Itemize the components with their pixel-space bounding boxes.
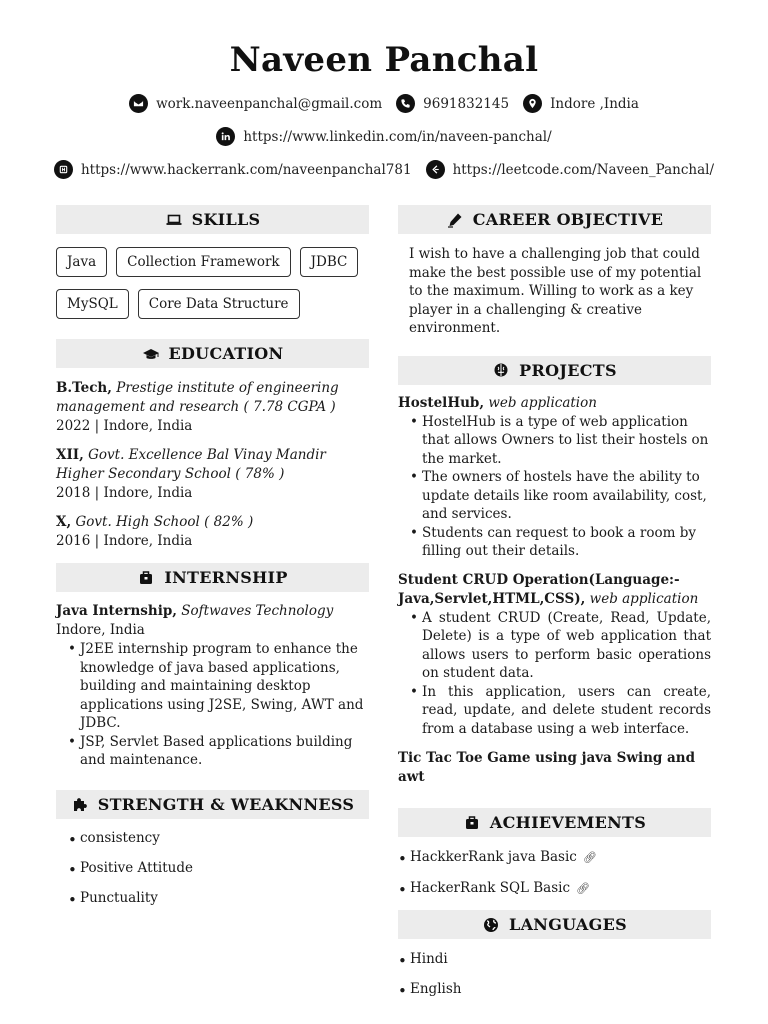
education-list: [56, 379, 369, 551]
email-text: work.naveenpanchal@gmail.com: [156, 95, 383, 112]
globe-icon: [482, 916, 500, 934]
project-bullets: [398, 413, 711, 561]
project-type: web application: [488, 394, 597, 411]
list-item: • consistency: [68, 829, 369, 847]
resume-name: Naveen Panchal: [229, 40, 539, 80]
list-item: • Students can request to book a room by filling out their details.: [410, 524, 711, 561]
internship-body: [56, 602, 369, 770]
list-item: • Positive Attitude: [68, 859, 369, 877]
phone-text: 9691832145: [423, 95, 510, 112]
skills-chips: [56, 247, 376, 331]
list-item: • The owners of hostels have the ability to update details like room availability, cost, and services.: [410, 468, 711, 524]
skills-heading: SKILLS: [56, 205, 369, 234]
education-school: Govt. Excellence Bal Vinay Mandir Higher Secondary School ( 78% ): [56, 447, 326, 482]
internship-role: Java Internship,: [56, 603, 177, 619]
list-item: • A student CRUD (Create, Read, Update, Delete) is a type of web application that allows users to perform basic operations on student data.: [410, 609, 711, 683]
list-item: • JSP, Servlet Based applications building and maintenance.: [68, 733, 369, 770]
languages-list: [398, 950, 711, 998]
contact-hackerrank[interactable]: [54, 160, 412, 179]
skill-chip: Collection Framework: [116, 247, 290, 277]
project-type: web application: [589, 590, 699, 607]
career-text: I wish to have a challenging job that could make the best possible use of my potential to the maximum. Willing to work as a key player in a challenging & creative environment.: [409, 246, 702, 336]
linkedin-icon: [216, 127, 235, 146]
education-degree: XII,: [56, 447, 84, 463]
contact-linkedin[interactable]: [216, 127, 551, 146]
list-item: • Punctuality: [68, 889, 369, 907]
education-degree: B.Tech,: [56, 380, 112, 396]
contact-row-1: [0, 94, 768, 113]
hackerrank-icon: [54, 160, 73, 179]
phone-icon: [396, 94, 415, 113]
project-name: Student CRUD Operation(Language:-Java,Servlet,HTML,CSS),: [398, 571, 680, 607]
contact-row-3: [0, 160, 768, 179]
briefcase-icon: [137, 569, 155, 587]
link-icon: 🔗︎: [582, 851, 597, 864]
list-item: • In this application, users can create, read, update, and delete student records from a database using a web interface.: [410, 683, 711, 739]
email-icon: [129, 94, 148, 113]
linkedin-link[interactable]: https://www.linkedin.com/in/naveen-panchal/: [243, 128, 552, 145]
contact-leetcode[interactable]: [426, 160, 714, 179]
list-item[interactable]: • HackerRank SQL Basic 🔗︎: [398, 879, 711, 898]
leetcode-link[interactable]: https://leetcode.com/Naveen_Panchal/: [452, 161, 714, 178]
internship-location: Indore, India: [56, 622, 145, 638]
education-meta: 2018 | Indore, India: [56, 485, 193, 501]
education-heading: EDUCATION: [56, 339, 369, 368]
hackerrank-link[interactable]: https://www.hackerrank.com/naveenpanchal781: [80, 161, 412, 178]
skill-chip: JDBC: [300, 247, 359, 277]
education-meta: 2022 | Indore, India: [56, 418, 193, 434]
puzzle-icon: [71, 795, 89, 813]
education-degree: X,: [56, 514, 72, 530]
leetcode-icon: [426, 160, 445, 179]
graduation-cap-icon: [142, 345, 160, 363]
strengths-list: [56, 829, 369, 907]
education-entry: [56, 513, 369, 551]
contact-phone[interactable]: [396, 94, 509, 113]
left-column: [56, 205, 369, 919]
project-name: Tic Tac Toe Game using java Swing and awt: [398, 750, 696, 785]
brain-icon: [492, 361, 510, 379]
project-name: HostelHub,: [398, 394, 485, 411]
projects-heading: PROJECTS: [398, 356, 711, 385]
link-icon: 🔗︎: [576, 882, 591, 895]
briefcase-icon: [463, 814, 481, 832]
location-text: Indore ,India: [550, 95, 639, 112]
achievements-list: [398, 848, 711, 898]
education-entry: [56, 379, 369, 436]
right-column: [398, 205, 711, 1010]
education-school: Govt. High School ( 82% ): [75, 514, 254, 530]
laptop-icon: [165, 211, 183, 229]
projects-body: [398, 394, 711, 788]
education-meta: 2016 | Indore, India: [56, 533, 193, 549]
contact-email[interactable]: [129, 94, 382, 113]
list-item[interactable]: • HackkerRank java Basic 🔗︎: [398, 848, 711, 867]
skill-chip: MySQL: [56, 289, 129, 319]
skill-chip: Core Data Structure: [138, 289, 300, 319]
project-bullets: [398, 609, 711, 739]
strengths-heading: STRENGTH & WEAKNNESS: [56, 790, 369, 819]
contact-row-2: [0, 127, 768, 146]
contact-location: [523, 94, 639, 113]
internship-heading: INTERNSHIP: [56, 563, 369, 592]
languages-heading: LANGUAGES: [398, 910, 711, 939]
list-item: • HostelHub is a type of web application that allows Owners to list their hostels on the market.: [410, 413, 711, 469]
education-school: Prestige institute of engineering management and research ( 7.78 CGPA ): [56, 380, 339, 415]
education-entry: [56, 446, 369, 503]
list-item: • English: [398, 980, 711, 998]
internship-company: Softwaves Technology: [181, 603, 334, 619]
location-pin-icon: [523, 94, 542, 113]
list-item: • Hindi: [398, 950, 711, 968]
list-item: • J2EE internship program to enhance the knowledge of java based applications, building and maintaining desktop applications using J2SE, Swing, AWT and JDBC.: [68, 640, 369, 733]
pen-icon: [446, 211, 464, 229]
internship-bullets: [56, 640, 369, 770]
achievements-heading: ACHIEVEMENTS: [398, 808, 711, 837]
career-heading: CAREER OBJECTIVE: [398, 205, 711, 234]
skill-chip: Java: [56, 247, 107, 277]
